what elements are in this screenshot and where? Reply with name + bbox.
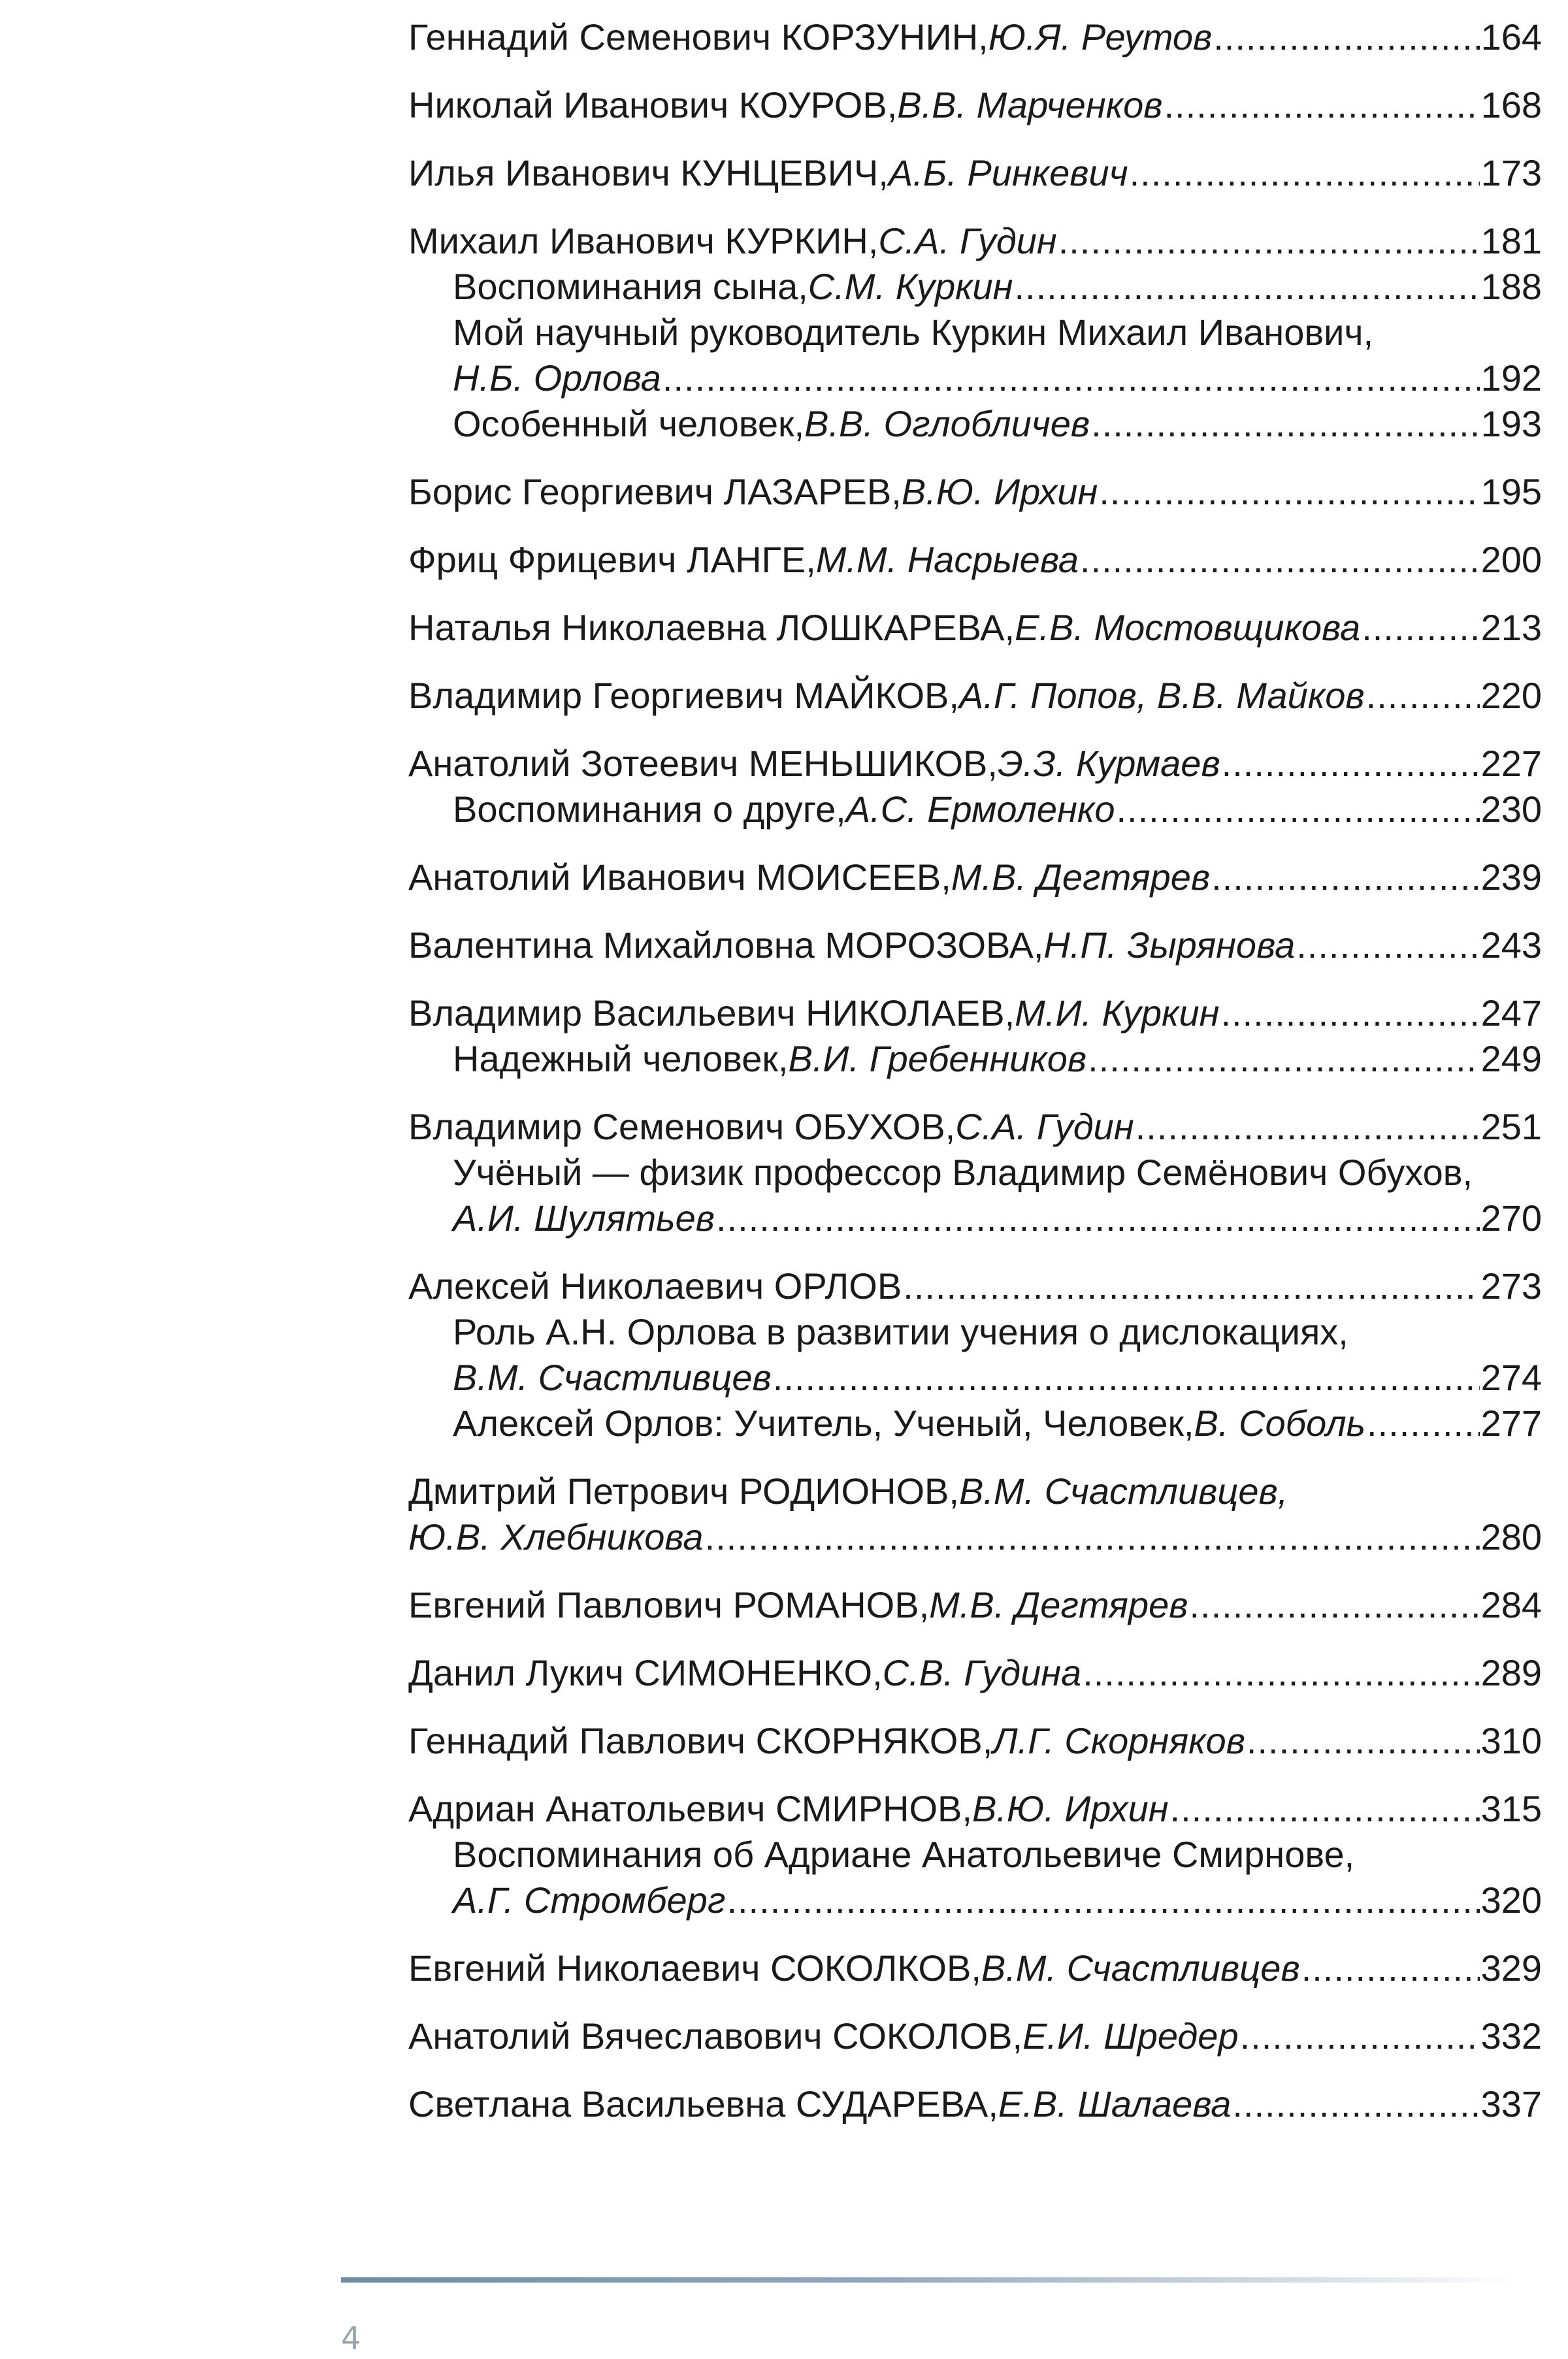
toc-title: Валентина Михайловна МОРОЗОВА, — [408, 924, 1044, 966]
toc-author: А.И. Шулятьев — [453, 1197, 715, 1239]
toc-entry — [408, 605, 1542, 651]
toc-page-number: 168 — [1480, 84, 1542, 125]
toc-entry — [408, 14, 1542, 60]
toc-subline — [408, 1036, 1542, 1082]
toc-author: Е.И. Шредер — [1022, 2015, 1239, 2057]
toc-page-number: 164 — [1480, 16, 1542, 57]
table-of-contents — [408, 14, 1542, 2149]
dot-leader — [716, 1196, 1480, 1241]
toc-title: Надежный человек, — [453, 1038, 789, 1079]
toc-title: Особенный человек, — [453, 403, 805, 444]
toc-entry — [408, 741, 1542, 832]
toc-title: Михаил Иванович КУРКИН, — [408, 220, 879, 261]
toc-author: Ю.Я. Реутов — [988, 16, 1213, 57]
toc-title: Наталья Николаевна ЛОШКАРЕВА, — [408, 607, 1015, 648]
toc-title: Анатолий Иванович МОИСЕЕВ, — [408, 856, 951, 898]
dot-leader — [1296, 922, 1479, 968]
toc-line — [408, 537, 1542, 583]
toc-entry — [408, 854, 1542, 900]
toc-author: В.Ю. Ирхин — [972, 1788, 1169, 1829]
toc-author: Ю.В. Хлебникова — [408, 1516, 704, 1557]
toc-page-number: 200 — [1480, 539, 1542, 580]
toc-author: С.А. Гудин — [955, 1106, 1134, 1147]
toc-entry — [408, 2013, 1542, 2059]
toc-author: В.М. Счастливцев — [981, 1947, 1300, 1989]
toc-entry — [408, 1718, 1542, 1764]
toc-line — [408, 82, 1542, 128]
dot-leader — [1247, 1718, 1480, 1764]
toc-subline — [408, 1150, 1542, 1196]
toc-line — [408, 1469, 1542, 1514]
toc-title: Воспоминания об Адриане Анатольевиче Смирнове, — [453, 1834, 1355, 1875]
toc-author: В. Соболь — [1194, 1403, 1366, 1444]
toc-line — [408, 1514, 1542, 1560]
toc-line — [408, 1104, 1542, 1150]
toc-author: В.М. Счастливцев — [453, 1357, 772, 1398]
toc-page-number: 220 — [1480, 675, 1542, 716]
toc-subline — [408, 1355, 1542, 1401]
dot-leader — [1366, 673, 1480, 719]
dot-leader — [1080, 537, 1480, 583]
dot-leader — [1088, 1036, 1479, 1082]
toc-title: Воспоминания о друге, — [453, 789, 846, 830]
toc-author: А.Б. Ринкевич — [888, 152, 1128, 193]
dot-leader — [727, 1878, 1479, 1923]
toc-author: Е.В. Мостовщикова — [1015, 607, 1361, 648]
dot-leader — [662, 355, 1480, 401]
toc-title: Владимир Васильевич НИКОЛАЕВ, — [408, 992, 1015, 1033]
toc-title: Алексей Николаевич ОРЛОВ — [408, 1265, 902, 1307]
toc-entry — [408, 469, 1542, 515]
dot-leader — [1170, 1786, 1480, 1832]
toc-page-number: 277 — [1480, 1403, 1542, 1444]
toc-page-number: 195 — [1480, 471, 1542, 512]
toc-page-number: 243 — [1480, 924, 1542, 966]
toc-subline — [408, 310, 1542, 355]
toc-line — [408, 218, 1542, 264]
dot-leader — [1130, 150, 1480, 196]
toc-author: Л.Г. Скорняков — [992, 1720, 1245, 1761]
dot-leader — [1091, 401, 1479, 447]
page-number: 4 — [341, 2320, 361, 2357]
toc-entry — [408, 922, 1542, 968]
toc-entry — [408, 82, 1542, 128]
toc-author: Е.В. Шалаева — [998, 2083, 1232, 2124]
toc-author: М.В. Дегтярев — [951, 856, 1211, 898]
toc-page-number: 320 — [1480, 1879, 1542, 1921]
dot-leader — [1058, 218, 1480, 264]
toc-entry — [408, 673, 1542, 719]
toc-line — [408, 673, 1542, 719]
toc-author: Н.П. Зырянова — [1043, 924, 1296, 966]
toc-author: А.Г. Стромберг — [453, 1879, 726, 1921]
toc-page-number: 310 — [1480, 1720, 1542, 1761]
toc-line — [408, 922, 1542, 968]
toc-page-number: 192 — [1480, 357, 1542, 399]
dot-leader — [1211, 854, 1479, 900]
toc-author: М.И. Куркин — [1015, 992, 1220, 1033]
toc-author: Э.З. Курмаев — [997, 743, 1220, 784]
toc-author: В.В. Марченков — [897, 84, 1163, 125]
toc-author: Н.Б. Орлова — [453, 357, 661, 399]
toc-title: Геннадий Павлович СКОРНЯКОВ, — [408, 1720, 993, 1761]
toc-author: А.С. Ермоленко — [845, 789, 1115, 830]
toc-title: Данил Лукич СИМОНЕНКО, — [408, 1652, 883, 1693]
toc-title: Евгений Николаевич СОКОЛКОВ, — [408, 1947, 981, 1989]
toc-subline — [408, 1309, 1542, 1355]
dot-leader — [1189, 1582, 1479, 1628]
toc-page-number: 315 — [1480, 1788, 1542, 1829]
toc-title: Владимир Семенович ОБУХОВ, — [408, 1106, 956, 1147]
toc-line — [408, 1650, 1542, 1696]
toc-author: М.В. Дегтярев — [929, 1584, 1188, 1625]
toc-line — [408, 150, 1542, 196]
toc-page-number: 289 — [1480, 1652, 1542, 1693]
dot-leader — [1240, 2013, 1480, 2059]
toc-page-number: 249 — [1480, 1038, 1542, 1079]
dot-leader — [1367, 1401, 1480, 1446]
toc-title: Роль А.Н. Орлова в развитии учения о дислокациях, — [453, 1311, 1348, 1352]
toc-page-number: 329 — [1480, 1947, 1542, 1989]
toc-page-number: 188 — [1480, 266, 1542, 307]
dot-leader — [1135, 1104, 1480, 1150]
dot-leader — [1083, 1650, 1479, 1696]
toc-subline — [408, 1196, 1542, 1241]
toc-line — [408, 1786, 1542, 1832]
toc-author: М.М. Насрыева — [815, 539, 1079, 580]
toc-line — [408, 1945, 1542, 1991]
dot-leader — [1301, 1945, 1480, 1991]
toc-line — [408, 2081, 1542, 2127]
toc-title: Учёный — физик профессор Владимир Семёнович Обухов, — [453, 1152, 1473, 1193]
toc-title: Алексей Орлов: Учитель, Ученый, Человек, — [453, 1403, 1194, 1444]
toc-page-number: 273 — [1480, 1265, 1542, 1307]
toc-entry — [408, 1945, 1542, 1991]
toc-title: Евгений Павлович РОМАНОВ, — [408, 1584, 930, 1625]
toc-page-number: 230 — [1480, 789, 1542, 830]
dot-leader — [1362, 605, 1479, 651]
dot-leader — [1164, 82, 1479, 128]
dot-leader — [705, 1514, 1480, 1560]
toc-line — [408, 990, 1542, 1036]
toc-line — [408, 1263, 1542, 1309]
toc-line — [408, 469, 1542, 515]
toc-title: Илья Иванович КУНЦЕВИЧ, — [408, 152, 889, 193]
toc-line — [408, 741, 1542, 787]
toc-author: В.Ю. Ирхин — [901, 471, 1098, 512]
toc-entry — [408, 990, 1542, 1082]
toc-line — [408, 854, 1542, 900]
dot-leader — [1014, 264, 1479, 310]
toc-entry — [408, 150, 1542, 196]
dot-leader — [1213, 14, 1479, 60]
toc-author: С.А. Гудин — [878, 220, 1057, 261]
toc-title: Владимир Георгиевич МАЙКОВ, — [408, 675, 959, 716]
dot-leader — [1099, 469, 1479, 515]
toc-line — [408, 14, 1542, 60]
toc-page-number: 284 — [1480, 1584, 1542, 1625]
toc-title: Дмитрий Петрович РОДИОНОВ, — [408, 1471, 959, 1512]
toc-entry — [408, 218, 1542, 447]
toc-entry — [408, 1582, 1542, 1628]
toc-page-number: 332 — [1480, 2015, 1542, 2057]
toc-entry — [408, 1650, 1542, 1696]
toc-title: Геннадий Семенович КОРЗУНИН, — [408, 16, 988, 57]
toc-page-number: 251 — [1480, 1106, 1542, 1147]
toc-title: Светлана Васильевна СУДАРЕВА, — [408, 2083, 998, 2124]
toc-author: В.М. Счастливцев, — [958, 1471, 1288, 1512]
dot-leader — [1116, 787, 1479, 832]
dot-leader — [773, 1355, 1480, 1401]
toc-entry — [408, 1263, 1542, 1446]
toc-line — [408, 1718, 1542, 1764]
toc-entry — [408, 537, 1542, 583]
toc-page-number: 270 — [1480, 1197, 1542, 1239]
toc-page-number: 181 — [1480, 220, 1542, 261]
toc-line — [408, 1582, 1542, 1628]
dot-leader — [1232, 2081, 1479, 2127]
toc-title: Борис Георгиевич ЛАЗАРЕВ, — [408, 471, 902, 512]
dot-leader — [903, 1263, 1479, 1309]
toc-line — [408, 605, 1542, 651]
toc-entry — [408, 1786, 1542, 1923]
toc-title: Мой научный руководитель Куркин Михаил Иванович, — [453, 312, 1374, 353]
toc-author: С.В. Гудина — [882, 1652, 1082, 1693]
toc-subline — [408, 401, 1542, 447]
toc-page-number: 280 — [1480, 1516, 1542, 1557]
dot-leader — [1222, 741, 1480, 787]
toc-author: В.И. Гребенников — [788, 1038, 1087, 1079]
toc-title: Анатолий Зотеевич МЕНЬШИКОВ, — [408, 743, 998, 784]
toc-page-number: 227 — [1480, 743, 1542, 784]
toc-title: Николай Иванович КОУРОВ, — [408, 84, 898, 125]
toc-line — [408, 2013, 1542, 2059]
toc-page-number: 193 — [1480, 403, 1542, 444]
toc-author: А.Г. Попов, В.В. Майков — [958, 675, 1365, 716]
toc-page-number: 173 — [1480, 152, 1542, 193]
toc-entry — [408, 1469, 1542, 1560]
toc-page-number: 239 — [1480, 856, 1542, 898]
dot-leader — [1220, 990, 1479, 1036]
toc-title: Адриан Анатольевич СМИРНОВ, — [408, 1788, 972, 1829]
toc-title: Анатолий Вячеславович СОКОЛОВ, — [408, 2015, 1023, 2057]
toc-page-number: 213 — [1480, 607, 1542, 648]
toc-entry — [408, 1104, 1542, 1241]
footer-rule — [341, 2277, 1517, 2283]
toc-page-number: 337 — [1480, 2083, 1542, 2124]
toc-subline — [408, 355, 1542, 401]
toc-author: В.В. Оглобличев — [804, 403, 1090, 444]
toc-page-number: 247 — [1480, 992, 1542, 1033]
toc-subline — [408, 264, 1542, 310]
toc-subline — [408, 787, 1542, 832]
toc-entry — [408, 2081, 1542, 2127]
toc-title: Воспоминания сына, — [453, 266, 808, 307]
toc-title: Фриц Фрицевич ЛАНГЕ, — [408, 539, 816, 580]
toc-page-number: 274 — [1480, 1357, 1542, 1398]
toc-subline — [408, 1401, 1542, 1446]
toc-author: С.М. Куркин — [808, 266, 1013, 307]
toc-subline — [408, 1878, 1542, 1923]
toc-subline — [408, 1832, 1542, 1878]
